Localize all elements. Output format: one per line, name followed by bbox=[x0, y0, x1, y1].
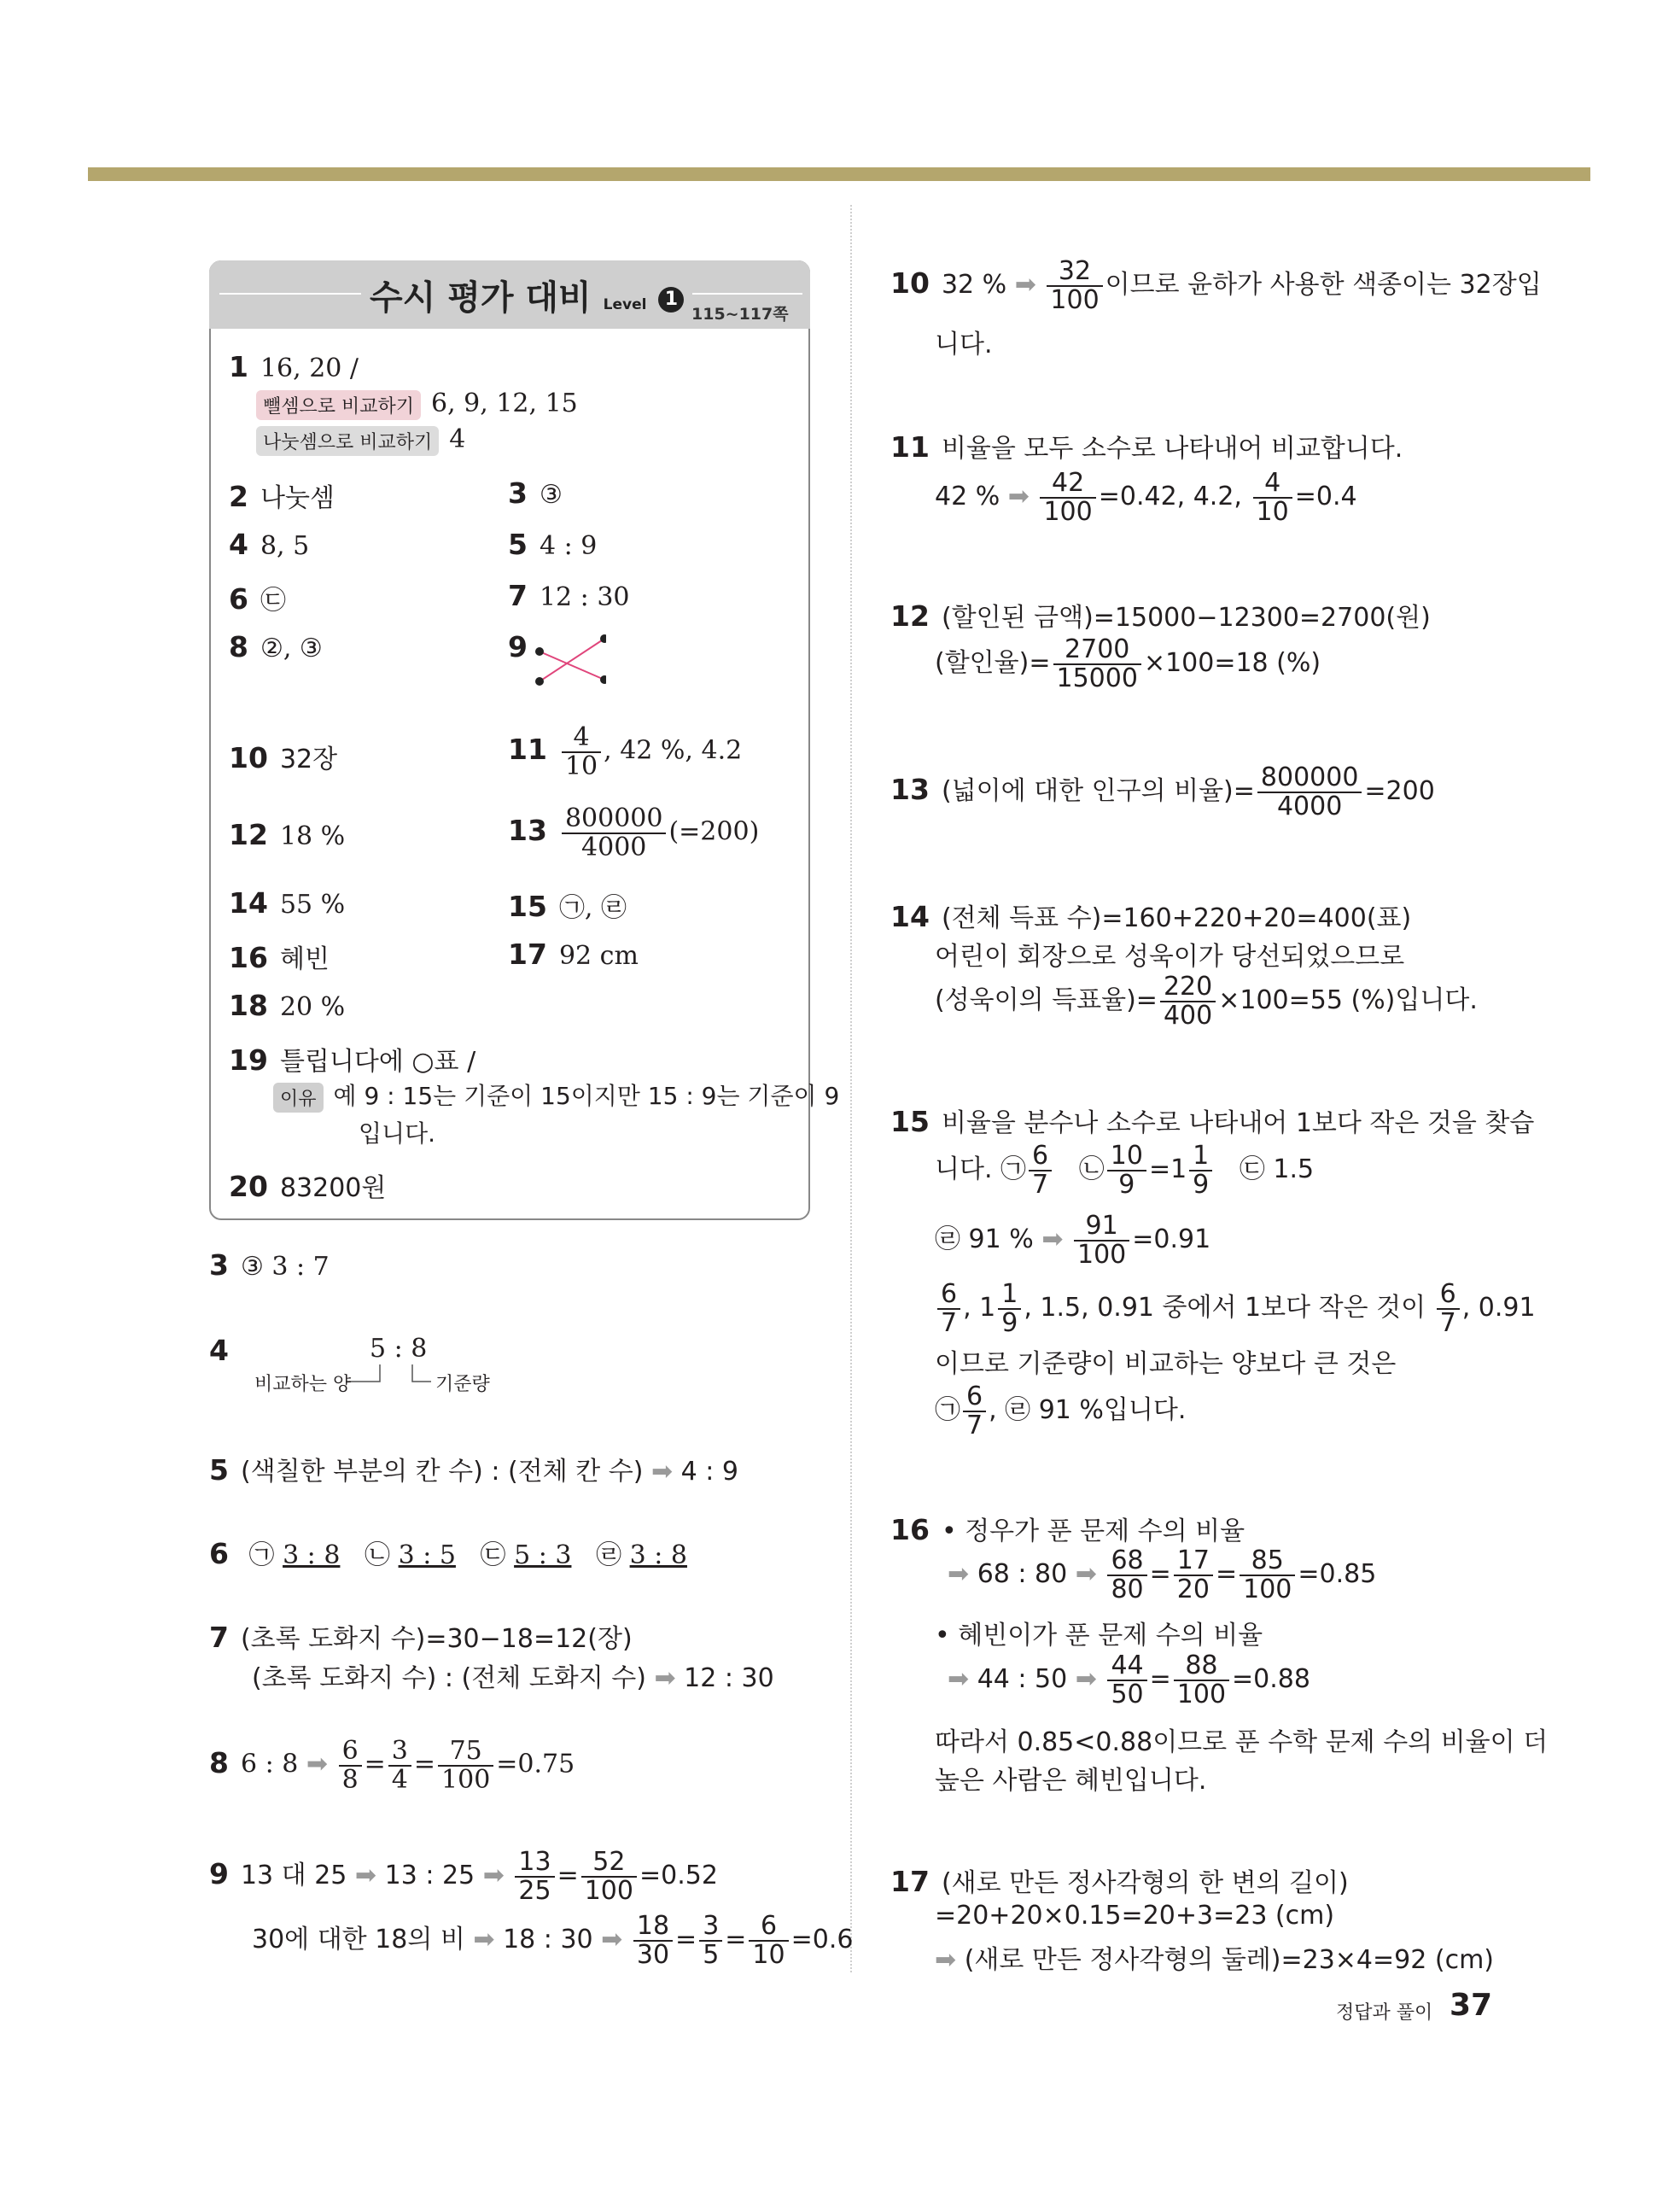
answer-box-header bbox=[209, 260, 810, 329]
arrow-icon: ➡ bbox=[1014, 270, 1036, 300]
arrow-icon: ➡ bbox=[473, 1925, 495, 1954]
box-answer-14: 14 55 % bbox=[229, 886, 346, 920]
solution-3: 3 ③ 3 : 7 bbox=[209, 1248, 330, 1282]
solution-6: 6 ㉠ 3 : 8 ㉡ 3 : 5 ㉢ 5 : 3 ㉣ 3 : 8 bbox=[209, 1537, 687, 1570]
box-answer-17: 17 92 cm bbox=[508, 938, 639, 971]
box-answer-16: 16 혜빈 bbox=[229, 941, 330, 974]
box-answer-8: 8 ②, ③ bbox=[229, 630, 323, 663]
arrow-icon: ➡ bbox=[1041, 1224, 1064, 1254]
box-answer-19-reason-cont: 입니다. bbox=[359, 1119, 436, 1148]
box-answer-11: 11 $\frac{4}{10}$ , 42 %, 4.2 bbox=[508, 722, 743, 781]
box-answer-19-reason: 이유 예 9 : 15는 기준이 15이지만 15 : 9는 기준이 9 bbox=[273, 1078, 839, 1113]
box-answer-12: 12 18 % bbox=[229, 818, 346, 851]
column-divider bbox=[850, 205, 852, 1972]
box-answer-2: 2 나눗셈 bbox=[229, 480, 335, 513]
box-answer-18: 18 20 % bbox=[229, 989, 346, 1022]
top-decorative-bar bbox=[88, 167, 1590, 181]
solution-15-line2: 니다. ㉠ $\frac{6}{7}$ ㉡ $\frac{10}{9}$ =1 $\frac{1}{9}$ ㉢ 1.5 bbox=[935, 1141, 1315, 1200]
compared-amount-label: 비교하는 양 bbox=[254, 1374, 352, 1395]
solution-13: 13 (넓이에 대한 인구의 비율)= $\frac{800000}{4000}$ =200 bbox=[890, 762, 1435, 821]
solution-11-line2: 42 % ➡ $\frac{42}{100}$ =0.42, 4.2, $\frac{4}{10}$ =0.4 bbox=[935, 468, 1357, 527]
matching-lines-diagram bbox=[529, 630, 606, 698]
solution-4: 4 bbox=[209, 1334, 229, 1367]
solution-14-line3: (성욱이의 득표율)= $\frac{220}{400}$ ×100=55 (%)입니다. bbox=[935, 972, 1478, 1031]
box-answer-5: 5 4 : 9 bbox=[508, 528, 598, 561]
page-range: 115~117쪽 bbox=[691, 305, 789, 324]
footer-label: 정답과 풀이 bbox=[1336, 2002, 1433, 2024]
division-tag: 나눗셈으로 비교하기 bbox=[256, 426, 439, 456]
solution-12: 12 (할인된 금액)=15000−12300=2700(원) bbox=[890, 599, 1431, 633]
solution-17-line2: =20+20×0.15=20+3=23 (cm) bbox=[935, 1901, 1335, 1931]
solution-16-line6: 높은 사람은 혜빈입니다. bbox=[935, 1766, 1207, 1796]
solution-15-line4: $\frac{6}{7}$ , 1 $\frac{1}{9}$ , 1.5, 0.91 중에서 1보다 작은 것이 $\frac{6}{7}$ , 0.91 bbox=[935, 1281, 1536, 1336]
arrow-icon: ➡ bbox=[354, 1861, 377, 1890]
arrow-icon: ➡ bbox=[1075, 1664, 1097, 1694]
solution-9: 9 13 대 25 ➡ 13 : 25 ➡ $\frac{13}{25}$ = $\frac{52}{100}$ =0.52 bbox=[209, 1847, 718, 1906]
box-answer-1-div: 나눗셈으로 비교하기 4 bbox=[256, 424, 465, 456]
subtraction-tag: 뺄셈으로 비교하기 bbox=[256, 390, 421, 420]
level-badge: 1 bbox=[658, 287, 684, 313]
solution-12-line2: (할인율)= $\frac{2700}{15000}$ ×100=18 (%) bbox=[935, 634, 1321, 693]
box-answer-3: 3 ③ bbox=[508, 476, 563, 510]
box-answer-19: 19 틀립니다에 ○표 / bbox=[229, 1043, 476, 1077]
arrow-icon: ➡ bbox=[935, 1945, 957, 1975]
box-answer-10: 10 32장 bbox=[229, 741, 338, 774]
arrow-icon: ➡ bbox=[654, 1663, 676, 1693]
box-answer-9: 9 bbox=[508, 630, 528, 663]
solution-14: 14 (전체 득표 수)=160+220+20=400(표) bbox=[890, 900, 1412, 933]
arrow-icon: ➡ bbox=[948, 1559, 970, 1589]
solution-16-line5: 따라서 0.85<0.88이므로 푼 수학 문제 수의 비율이 더 bbox=[935, 1727, 1549, 1757]
box-answer-6: 6 ㉢ bbox=[229, 582, 286, 616]
box-answer-4: 4 8, 5 bbox=[229, 528, 310, 561]
solution-7: 7 (초록 도화지 수)=30−18=12(장) bbox=[209, 1621, 633, 1654]
solution-16-line2: ➡ 68 : 80 ➡ $\frac{68}{80}$ = $\frac{17}{20}$ = $\frac{85}{100}$ =0.85 bbox=[948, 1545, 1377, 1604]
arrow-icon: ➡ bbox=[601, 1925, 623, 1954]
solution-9-line2: 30에 대한 18의 비 ➡ 18 : 30 ➡ $\frac{18}{30}$ = $\frac{3}{5}$ = $\frac{6}{10}$ =0.6 bbox=[252, 1911, 854, 1970]
page-number: 37 bbox=[1450, 1988, 1493, 2023]
solution-17: 17 (새로 만든 정사각형의 한 변의 길이) bbox=[890, 1865, 1349, 1898]
arrow-icon: ➡ bbox=[650, 1457, 674, 1487]
solution-11: 11 비율을 모두 소수로 나타내어 비교합니다. bbox=[890, 430, 1403, 464]
box-title: 수시 평가 대비 Level 1 bbox=[361, 271, 692, 319]
arrow-icon: ➡ bbox=[948, 1664, 970, 1694]
arrow-icon: ➡ bbox=[306, 1749, 329, 1779]
solution-10: 10 32 % ➡ $\frac{32}{100}$ 이므로 윤하가 사용한 색종이는 32장입 bbox=[890, 256, 1542, 315]
box-answer-15: 15 ㉠, ㉣ bbox=[508, 890, 627, 923]
box-answer-13: 13 $\frac{800000}{4000}$ (=200) bbox=[508, 803, 760, 862]
solution-16: 16 • 정우가 푼 문제 수의 비율 bbox=[890, 1513, 1245, 1546]
solution-8: 8 6 : 8 ➡ $\frac{6}{8}$ = $\frac{3}{4}$ = $\frac{75}{100}$ =0.75 bbox=[209, 1736, 575, 1795]
solution-16-line3: • 혜빈이가 푼 문제 수의 비율 bbox=[935, 1621, 1263, 1651]
solution-15-line6: ㉠ $\frac{6}{7}$ , ㉣ 91 %입니다. bbox=[935, 1382, 1187, 1440]
box-answer-1: 1 16, 20 / bbox=[229, 350, 359, 383]
solution-17-line3: ➡ (새로 만든 정사각형의 둘레)=23×4=92 (cm) bbox=[935, 1945, 1494, 1975]
box-answer-20: 20 83200원 bbox=[229, 1170, 387, 1203]
box-answer-1-sub: 뺄셈으로 비교하기 6, 9, 12, 15 bbox=[256, 389, 578, 420]
solution-5: 5 (색칠한 부분의 칸 수) : (전체 칸 수) ➡ 4 : 9 bbox=[209, 1453, 738, 1487]
solution-15-line5: 이므로 기준량이 비교하는 양보다 큰 것은 bbox=[935, 1349, 1397, 1379]
ratio-bracket-lines bbox=[346, 1363, 431, 1388]
solution-4-ratio: 5 : 8 bbox=[370, 1334, 428, 1364]
arrow-icon: ➡ bbox=[1007, 482, 1030, 511]
solution-15: 15 비율을 분수나 소수로 나타내어 1보다 작은 것을 찾습 bbox=[890, 1105, 1535, 1138]
base-amount-label: 기준량 bbox=[435, 1374, 490, 1395]
arrow-icon: ➡ bbox=[482, 1861, 505, 1890]
arrow-icon: ➡ bbox=[1075, 1559, 1097, 1589]
solution-16-line4: ➡ 44 : 50 ➡ $\frac{44}{50}$ = $\frac{88}{100}$ =0.88 bbox=[948, 1651, 1310, 1709]
solution-10-cont: 니다. bbox=[935, 330, 993, 359]
box-answer-7: 7 12 : 30 bbox=[508, 579, 630, 612]
reason-tag: 이유 bbox=[273, 1083, 324, 1113]
solution-14-line2: 어린이 회장으로 성욱이가 당선되었으므로 bbox=[935, 942, 1405, 972]
solution-7-line2: (초록 도화지 수) : (전체 도화지 수) ➡ 12 : 30 bbox=[252, 1663, 774, 1693]
solution-15-line3: ㉣ 91 % ➡ $\frac{91}{100}$ =0.91 bbox=[935, 1211, 1211, 1270]
